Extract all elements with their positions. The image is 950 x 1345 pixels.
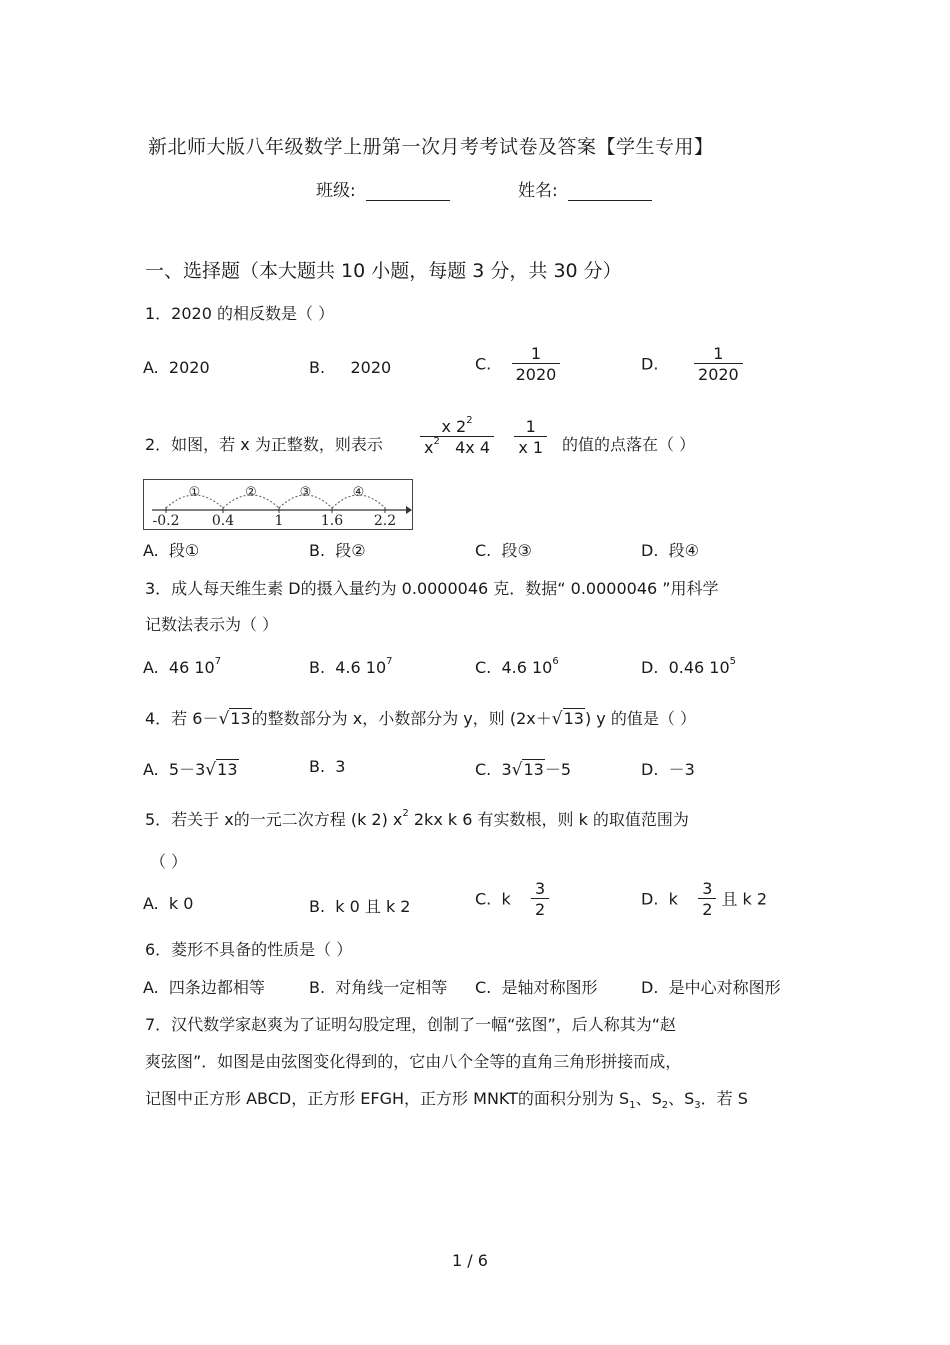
q5-option-d: D. k $\frac{3}{2}$ 且 k 2	[641, 879, 768, 920]
q6-option-b: B. 对角线一定相等	[309, 978, 448, 997]
q3-line2: 记数法表示为（ ）	[145, 615, 279, 634]
q6-option-d: D. 是中心对称图形	[641, 978, 781, 997]
q5-option-c: C. k $\frac{3}{2}$	[475, 880, 549, 920]
q3-option-b: B. 4.6 $10^7$	[309, 656, 393, 677]
class-field	[316, 176, 450, 201]
tick-label: 1.6	[320, 513, 344, 529]
name-label: 姓名:	[518, 181, 558, 201]
q2-option-d: D. 段④	[641, 541, 699, 560]
q5-stem: 5．若关于 x的一元二次方程 (k 2) $x^2$ 2kx k 6 有实数根，则 k 的取值范围为	[145, 808, 689, 829]
q2-fraction-2: $\frac{1}{x 1}$	[514, 418, 547, 458]
segment-label: ②	[245, 485, 257, 500]
q3-option-d: D. 0.46 $10^5$	[641, 656, 737, 677]
q7-line1: 7．汉代数学家赵爽为了证明勾股定理，创制了一幅“弦图”，后人称其为“赵	[145, 1015, 677, 1034]
q1-option-d: D. $\frac{1}{2020}$	[641, 345, 743, 385]
q2-option-a: A. 段①	[143, 541, 200, 560]
q4-option-a: A. 5－3√13	[143, 760, 238, 780]
class-blank	[366, 182, 450, 201]
q1-stem: 1．2020 的相反数是（ ）	[145, 304, 335, 323]
q4-option-c: C. 3√13－5	[475, 760, 572, 780]
name-field	[518, 176, 652, 201]
q3-option-c: C. 4.6 $10^6$	[475, 656, 559, 677]
q3-line1: 3．成人每天维生素 D的摄入量约为 0.0000046 克．数据“ 0.0000046 ”用科学	[145, 579, 719, 598]
q5-option-b: B. k 0 且 k 2	[309, 897, 411, 916]
section-heading: 一、选择题（本大题共 10 小题，每题 3 分，共 30 分）	[145, 260, 622, 282]
q2-option-c: C. 段③	[475, 541, 532, 560]
q4-option-d: D. －3	[641, 760, 695, 779]
name-blank	[568, 182, 652, 201]
q6-option-a: A. 四条边都相等	[143, 978, 265, 997]
tick-label: 2.2	[373, 513, 397, 529]
q2-prefix: 2．如图，若 x 为正整数，则表示	[145, 435, 383, 454]
q1-d-fraction: $\frac{1}{2020}$	[694, 345, 743, 385]
q5-option-a: A. k 0	[143, 894, 194, 913]
q4-option-b: B. 3	[309, 757, 346, 776]
segment-label: ③	[299, 485, 312, 500]
q2-option-b: B. 段②	[309, 541, 366, 560]
q7-line2: 爽弦图”．如图是由弦图变化得到的，它由八个全等的直角三角形拼接而成，	[145, 1052, 682, 1071]
tick-label: 1	[274, 513, 284, 529]
tick-label: -0.2	[152, 513, 180, 529]
segment-label: ④	[352, 485, 365, 500]
page-number: 1 / 6	[452, 1251, 488, 1270]
q6-stem: 6．菱形不具备的性质是（ ）	[145, 940, 353, 959]
page-title: 新北师大版八年级数学上册第一次月考考试卷及答案【学生专用】	[148, 136, 714, 158]
q1-option-a: A. 2020	[143, 358, 210, 377]
q1-c-fraction: $\frac{1}{2020}$	[512, 345, 561, 385]
q1-option-c: C. $\frac{1}{2020}$	[475, 345, 560, 385]
segment-label: ①	[188, 485, 201, 500]
class-label: 班级:	[316, 181, 356, 201]
q2-fraction-1: $\frac{x 2^2}{x^2 4x 4}$	[420, 418, 494, 458]
q5-line2: （ ）	[150, 852, 188, 871]
q2-suffix: 的值的点落在（ ）	[562, 435, 696, 454]
tick-label: 0.4	[211, 513, 235, 529]
q2-expression	[420, 415, 547, 458]
q3-option-a: A. 46 $10^7$	[143, 656, 222, 677]
number-line-figure	[143, 479, 413, 530]
q6-option-c: C. 是轴对称图形	[475, 978, 598, 997]
q7-line3: 记图中正方形 ABCD，正方形 EFGH，正方形 MNKT的面积分别为 $S_1$、$S_2$、$S_3$．若 S	[145, 1089, 748, 1109]
q1-option-b: B. 2020	[309, 358, 392, 377]
number-line-svg	[144, 480, 412, 529]
q4-stem: 4．若 6－√13的整数部分为 x，小数部分为 y，则 (2x＋√13) y 的值是（ ）	[145, 709, 696, 729]
